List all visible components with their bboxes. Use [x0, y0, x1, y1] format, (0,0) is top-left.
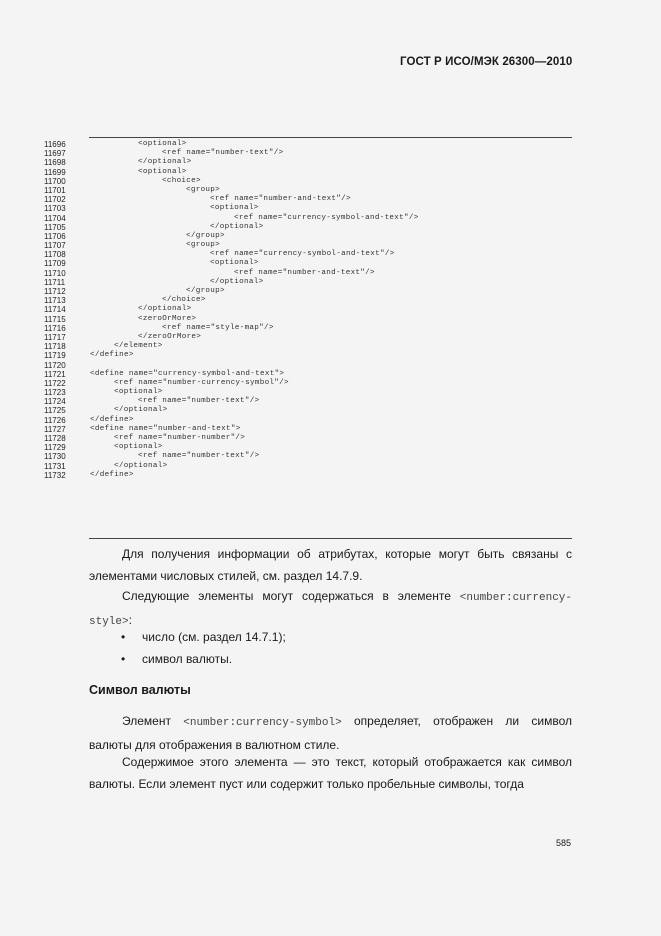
code-line-text: <ref name="currency-symbol-and-text"/>	[234, 213, 419, 222]
code-line-text: <define name="number-and-text">	[90, 424, 241, 433]
code-line-text: </optional>	[114, 406, 168, 415]
code-line	[44, 379, 584, 388]
paragraph-currency-symbol-definition	[89, 710, 572, 756]
code-line	[44, 434, 584, 443]
code-line-number: 11720	[44, 360, 66, 370]
code-line	[44, 342, 584, 351]
code-line-text: <define name="currency-symbol-and-text">	[90, 369, 285, 378]
code-line-text: <optional>	[210, 204, 259, 213]
code-line-text: <ref name="number-currency-symbol"/>	[114, 378, 289, 387]
code-line-text: <ref name="currency-symbol-and-text"/>	[210, 250, 395, 259]
code-line-text: <ref name="number-text"/>	[162, 149, 284, 158]
paragraph-child-elements-text: Следующие элементы могут содержаться в элементе	[122, 589, 460, 603]
code-line-text: </optional>	[210, 222, 264, 231]
code-line	[44, 259, 584, 268]
code-line-number: 11727	[44, 424, 66, 434]
code-line	[44, 315, 584, 324]
code-line	[44, 177, 584, 186]
list-item-text: символ валюты.	[142, 652, 233, 666]
code-line-number: 11722	[44, 378, 66, 388]
code-line-number: 11730	[44, 452, 66, 462]
code-line-text: </zeroOrMore>	[138, 332, 202, 341]
code-line	[44, 195, 584, 204]
paragraph-child-elements-colon: :	[128, 613, 132, 627]
code-line	[44, 406, 584, 415]
bullet-icon: •	[121, 630, 126, 644]
code-line-text: </optional>	[114, 461, 168, 470]
code-line-number: 11711	[44, 277, 66, 287]
code-line	[44, 214, 584, 223]
code-line	[44, 278, 584, 287]
code-block-top-rule	[89, 137, 572, 138]
code-line-number: 11709	[44, 259, 66, 269]
code-line-number: 11712	[44, 287, 66, 296]
bullet-icon: •	[121, 652, 126, 666]
code-line-number: 11710	[44, 268, 66, 278]
code-line-number: 11697	[44, 149, 66, 159]
code-line-number: 11718	[44, 342, 66, 352]
code-line-number: 11728	[44, 434, 66, 443]
code-line-text: <group>	[186, 185, 220, 194]
code-line	[44, 241, 584, 250]
code-line-number: 11704	[44, 213, 66, 223]
code-line	[44, 305, 584, 314]
code-line-text: </optional>	[210, 277, 264, 286]
code-line-number: 11715	[44, 314, 66, 324]
code-line-number: 11726	[44, 415, 66, 425]
code-line-text: <ref name="number-text"/>	[138, 452, 260, 461]
code-line-number: 11702	[44, 195, 66, 205]
code-line-number: 11732	[44, 470, 66, 480]
code-line-number: 11723	[44, 388, 66, 398]
code-line	[44, 158, 584, 167]
code-line-number: 11703	[44, 204, 66, 214]
code-line-text: </define>	[90, 470, 134, 479]
code-line-text: </define>	[90, 415, 134, 424]
code-line-text: <ref name="number-number"/>	[114, 434, 246, 442]
code-line-number: 11713	[44, 296, 66, 306]
code-line	[44, 397, 584, 406]
code-line	[44, 186, 584, 195]
code-line-text: </optional>	[138, 305, 192, 314]
paragraph-currency-symbol-content: Содержимое этого элемента — это текст, который отображается как символ валюты. Если элемент пуст или содержит только пробельные символы, тогда	[89, 755, 572, 791]
code-line	[44, 370, 584, 379]
currency-style-element-code: <number:currency-style>	[89, 592, 572, 628]
code-line-number: 11729	[44, 443, 66, 453]
code-line-text: <optional>	[138, 140, 187, 148]
code-line	[44, 149, 584, 158]
paragraph-attributes: Для получения информации об атрибутах, которые могут быть связаны с элементами числовых стилей, см. раздел 14.7.9.	[89, 547, 572, 583]
code-line	[44, 351, 584, 360]
document-header-title: ГОСТ Р ИСО/МЭК 26300—2010	[400, 56, 573, 68]
code-line	[44, 361, 584, 370]
code-line-number: 11731	[44, 461, 66, 471]
code-line	[44, 296, 584, 305]
code-line-text: <group>	[186, 241, 220, 250]
code-line-number: 11699	[44, 167, 66, 177]
code-line	[44, 388, 584, 397]
code-line-text: <ref name="number-text"/>	[138, 397, 260, 406]
code-line-text: <ref name="number-and-text"/>	[234, 268, 375, 277]
code-line	[44, 223, 584, 232]
code-line	[44, 425, 584, 434]
code-line-number: 11696	[44, 140, 66, 149]
code-line-number: 11707	[44, 241, 66, 251]
code-line-number: 11724	[44, 397, 66, 407]
code-line-text: <optional>	[114, 388, 163, 397]
code-line-number: 11708	[44, 250, 66, 260]
code-line-text: </optional>	[138, 158, 192, 167]
code-line-text: <optional>	[138, 167, 187, 176]
code-line	[44, 287, 584, 296]
code-line-number: 11714	[44, 305, 66, 315]
code-line-number: 11725	[44, 406, 66, 416]
code-line	[44, 250, 584, 259]
code-line	[44, 471, 584, 480]
code-line-text: </group>	[186, 287, 225, 295]
page-number: 585	[556, 838, 572, 848]
code-line-text: <optional>	[210, 259, 259, 268]
code-line	[44, 140, 584, 149]
code-line	[44, 462, 584, 471]
code-line-text: <ref name="style-map"/>	[162, 323, 274, 332]
code-line-number: 11716	[44, 323, 66, 333]
code-listing	[44, 140, 584, 480]
list-item	[121, 626, 286, 648]
code-line-number: 11701	[44, 185, 66, 195]
code-line-number: 11700	[44, 176, 66, 186]
code-line-text: <ref name="number-and-text"/>	[210, 195, 351, 204]
code-line-number: 11698	[44, 158, 66, 168]
code-line	[44, 168, 584, 177]
code-line-number: 11705	[44, 222, 66, 232]
code-line-text: <choice>	[162, 176, 201, 185]
code-line	[44, 443, 584, 452]
list-item-text: число (см. раздел 14.7.1);	[142, 630, 286, 644]
code-line-number: 11721	[44, 369, 66, 379]
code-line-number: 11717	[44, 332, 66, 342]
code-block-bottom-rule	[89, 538, 572, 539]
code-line-text: <optional>	[114, 443, 163, 452]
code-line	[44, 452, 584, 461]
currency-symbol-element-code: <number:currency-symbol>	[183, 717, 342, 729]
paragraph-currency-symbol-lead: Элемент	[122, 714, 184, 728]
paragraph-currency-symbol-rest: определяет, отображен ли символ валюты для отображения в валютном стиле.	[89, 714, 572, 752]
code-line-text: </choice>	[162, 296, 206, 305]
code-line-text: </define>	[90, 351, 134, 360]
list-item	[121, 648, 232, 670]
code-line	[44, 333, 584, 342]
code-line-number: 11719	[44, 351, 66, 361]
code-line	[44, 269, 584, 278]
code-line-text: </group>	[186, 231, 225, 240]
code-line	[44, 232, 584, 241]
code-line-text: </element>	[114, 342, 163, 351]
code-line	[44, 416, 584, 425]
section-heading: Символ валюты	[89, 683, 191, 697]
code-line	[44, 324, 584, 333]
code-line-number: 11706	[44, 231, 66, 241]
code-line	[44, 204, 584, 213]
code-line-text: <zeroOrMore>	[138, 314, 197, 323]
